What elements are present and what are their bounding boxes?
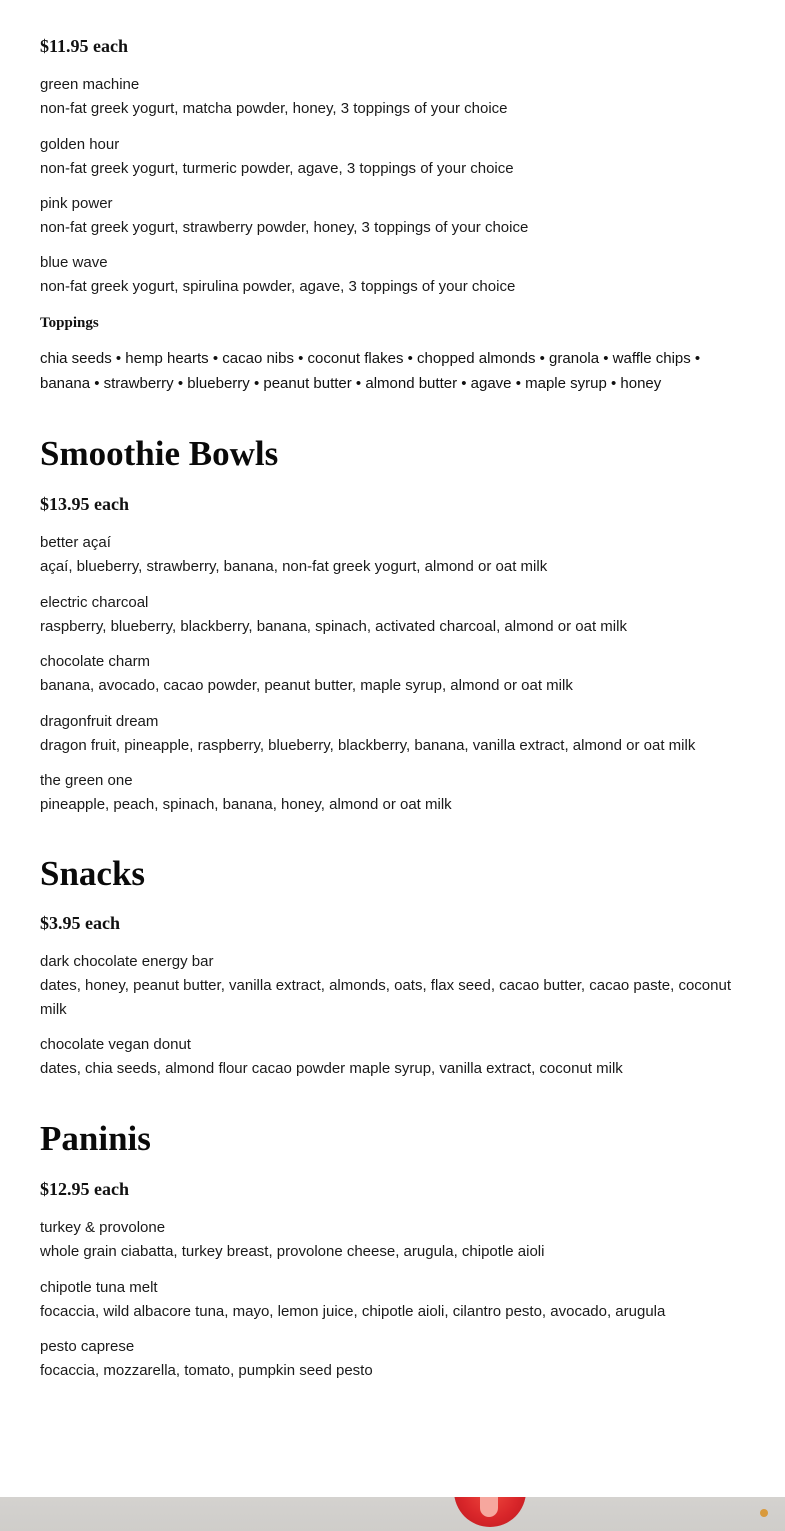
item-description: non-fat greek yogurt, turmeric powder, agave, 3 toppings of your choice [40, 160, 514, 177]
item-description: non-fat greek yogurt, spirulina powder, agave, 3 toppings of your choice [40, 278, 516, 295]
menu-item [40, 591, 745, 639]
yogurt-bowls-price: $11.95 each [40, 36, 128, 56]
item-description: non-fat greek yogurt, strawberry powder, honey, 3 toppings of your choice [40, 219, 529, 236]
menu-item [40, 1216, 745, 1264]
item-name: golden hour [40, 136, 120, 153]
menu-item [40, 950, 745, 1022]
item-description: açaí, blueberry, strawberry, banana, non-fat greek yogurt, almond or oat milk [40, 558, 548, 575]
item-description: pineapple, peach, spinach, banana, honey, almond or oat milk [40, 796, 452, 813]
menu-item [40, 192, 745, 240]
toppings-line: chia seeds • hemp hearts • cacao nibs • coconut flakes • chopped almonds • granola • waffle chips • [40, 350, 701, 367]
menu-item [40, 133, 745, 181]
item-name: blue wave [40, 254, 108, 271]
item-name: pesto caprese [40, 1338, 135, 1355]
item-description: dates, honey, peanut butter, vanilla extract, almonds, oats, flax seed, cacao butter, cacao paste, coconut milk [40, 977, 731, 1018]
item-name: chocolate vegan donut [40, 1036, 191, 1053]
item-name: the green one [40, 772, 133, 789]
item-description: raspberry, blueberry, blackberry, banana, spinach, activated charcoal, almond or oat milk [40, 618, 627, 635]
toppings-line: banana • strawberry • blueberry • peanut butter • almond butter • agave • maple syrup • honey [40, 375, 662, 392]
item-description: non-fat greek yogurt, matcha powder, honey, 3 toppings of your choice [40, 100, 508, 117]
paninis-heading: Paninis [40, 1119, 151, 1158]
item-name: turkey & provolone [40, 1219, 166, 1236]
item-name: electric charcoal [40, 594, 149, 611]
smoothie-bowls-heading: Smoothie Bowls [40, 434, 279, 473]
item-name: green machine [40, 76, 140, 93]
toppings-heading: Toppings [40, 315, 99, 331]
menu-item [40, 650, 745, 698]
menu-item [40, 1335, 745, 1383]
item-description: dates, chia seeds, almond flour cacao powder maple syrup, vanilla extract, coconut milk [40, 1060, 623, 1077]
menu-item [40, 251, 745, 299]
item-description: dragon fruit, pineapple, raspberry, blueberry, blackberry, banana, vanilla extract, almond or oat milk [40, 737, 696, 754]
item-name: better açaí [40, 534, 111, 551]
item-name: dragonfruit dream [40, 713, 159, 730]
menu-item [40, 73, 745, 121]
menu-item [40, 1276, 745, 1324]
paninis-price: $12.95 each [40, 1179, 129, 1199]
item-name: dark chocolate energy bar [40, 953, 214, 970]
item-name: pink power [40, 195, 113, 212]
item-description: banana, avocado, cacao powder, peanut butter, maple syrup, almond or oat milk [40, 677, 573, 694]
footer-photo [0, 1497, 785, 1531]
strawberry-core-image [480, 1497, 498, 1517]
item-description: focaccia, mozzarella, tomato, pumpkin seed pesto [40, 1362, 373, 1379]
toppings-list [40, 346, 745, 396]
granola-crumb-image [760, 1509, 768, 1517]
menu-item [40, 531, 745, 579]
item-name: chipotle tuna melt [40, 1279, 158, 1296]
smoothie-bowls-price: $13.95 each [40, 494, 129, 514]
snacks-heading: Snacks [40, 854, 146, 893]
item-description: whole grain ciabatta, turkey breast, provolone cheese, arugula, chipotle aioli [40, 1243, 545, 1260]
item-name: chocolate charm [40, 653, 151, 670]
menu-item [40, 769, 745, 817]
snacks-price: $3.95 each [40, 913, 120, 933]
menu-content [40, 0, 745, 1383]
menu-item [40, 710, 745, 758]
menu-item [40, 1033, 745, 1081]
item-description: focaccia, wild albacore tuna, mayo, lemon juice, chipotle aioli, cilantro pesto, avocado, arugula [40, 1303, 666, 1320]
